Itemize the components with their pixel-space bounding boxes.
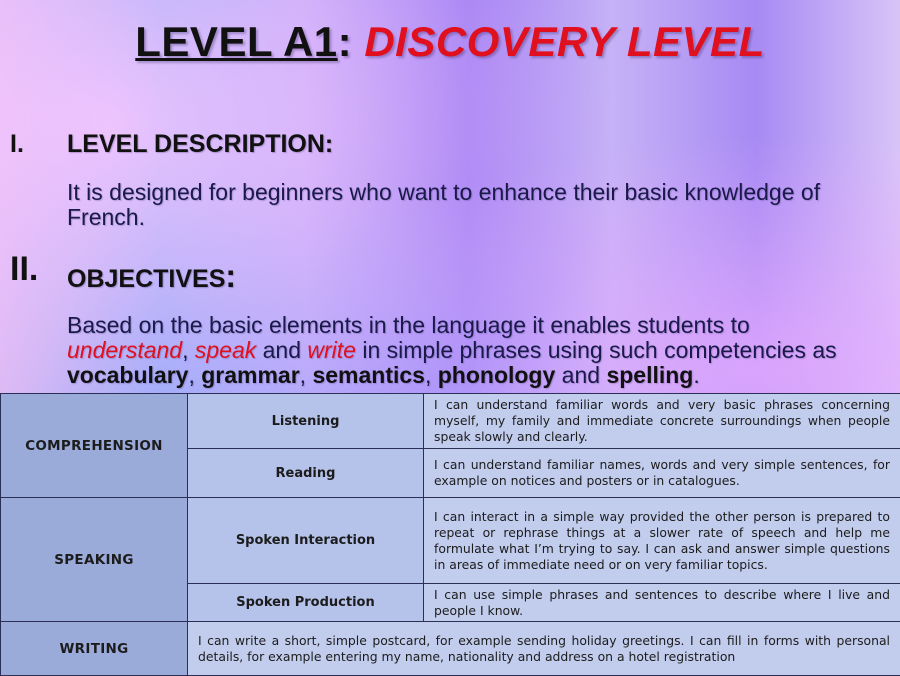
- competency-grammar: grammar: [201, 362, 299, 388]
- section1-numeral: I.: [10, 130, 24, 159]
- table-row: [1, 394, 900, 449]
- skill-listening: Listening: [188, 394, 424, 449]
- skills-table: [0, 393, 900, 676]
- section1-heading: LEVEL DESCRIPTION:: [67, 130, 333, 159]
- category-writing: WRITING: [1, 622, 188, 676]
- skill-speak: speak: [195, 337, 256, 363]
- section1-text: It is designed for beginners who want to enhance their basic knowledge of French.: [67, 180, 877, 230]
- objectives-text-b: in simple phrases using such competencies as: [356, 337, 837, 363]
- slide-title: [0, 18, 900, 66]
- objectives-text-a: Based on the basic elements in the language it enables students to: [67, 312, 750, 338]
- section2-numeral: II.: [10, 250, 38, 289]
- interaction-description: I can interact in a simple way provided the other person is prepared to repeat or rephrase things at a slower rate of speech and help me formulate what I’m trying to say. I can ask and answer simple questions in areas of immediate need or on very familiar topics.: [424, 498, 900, 584]
- title-level-name: DISCOVERY LEVEL: [352, 18, 765, 65]
- reading-description: I can understand familiar names, words and very simple sentences, for example on notices and posters or in catalogues.: [424, 449, 900, 498]
- comma: ,: [300, 362, 313, 388]
- listening-description: I can understand familiar words and very basic phrases concerning myself, my family and immediate concrete surroundings when people speak slowly and clearly.: [424, 394, 900, 449]
- section2-heading: [67, 258, 236, 295]
- section2-heading-text: OBJECTIVES: [67, 265, 225, 293]
- writing-description: I can write a short, simple postcard, for example sending holiday greetings. I can fill in forms with personal details, for example entering my name, nationality and address on a hotel registration: [188, 622, 900, 676]
- section2-text: [67, 313, 877, 388]
- comma: ,: [425, 362, 438, 388]
- production-description: I can use simple phrases and sentences to describe where I live and people I know.: [424, 584, 900, 622]
- competency-spelling: spelling: [606, 362, 693, 388]
- category-speaking: SPEAKING: [1, 498, 188, 622]
- skill-reading: Reading: [188, 449, 424, 498]
- and-word: and: [256, 337, 307, 363]
- skill-write: write: [307, 337, 356, 363]
- and-word: and: [555, 362, 606, 388]
- table-row: [1, 622, 900, 676]
- comma: ,: [182, 337, 195, 363]
- skill-spoken-production: Spoken Production: [188, 584, 424, 622]
- skill-understand: understand: [67, 337, 182, 363]
- skill-spoken-interaction: Spoken Interaction: [188, 498, 424, 584]
- comma: ,: [188, 362, 201, 388]
- competency-semantics: semantics: [312, 362, 425, 388]
- section2-heading-colon: :: [225, 258, 236, 294]
- category-comprehension: COMPREHENSION: [1, 394, 188, 498]
- competency-phonology: phonology: [438, 362, 556, 388]
- period: .: [693, 362, 699, 388]
- competency-vocabulary: vocabulary: [67, 362, 188, 388]
- table-row: [1, 498, 900, 584]
- title-colon: :: [338, 18, 353, 65]
- title-level-code: LEVEL A1: [135, 18, 337, 65]
